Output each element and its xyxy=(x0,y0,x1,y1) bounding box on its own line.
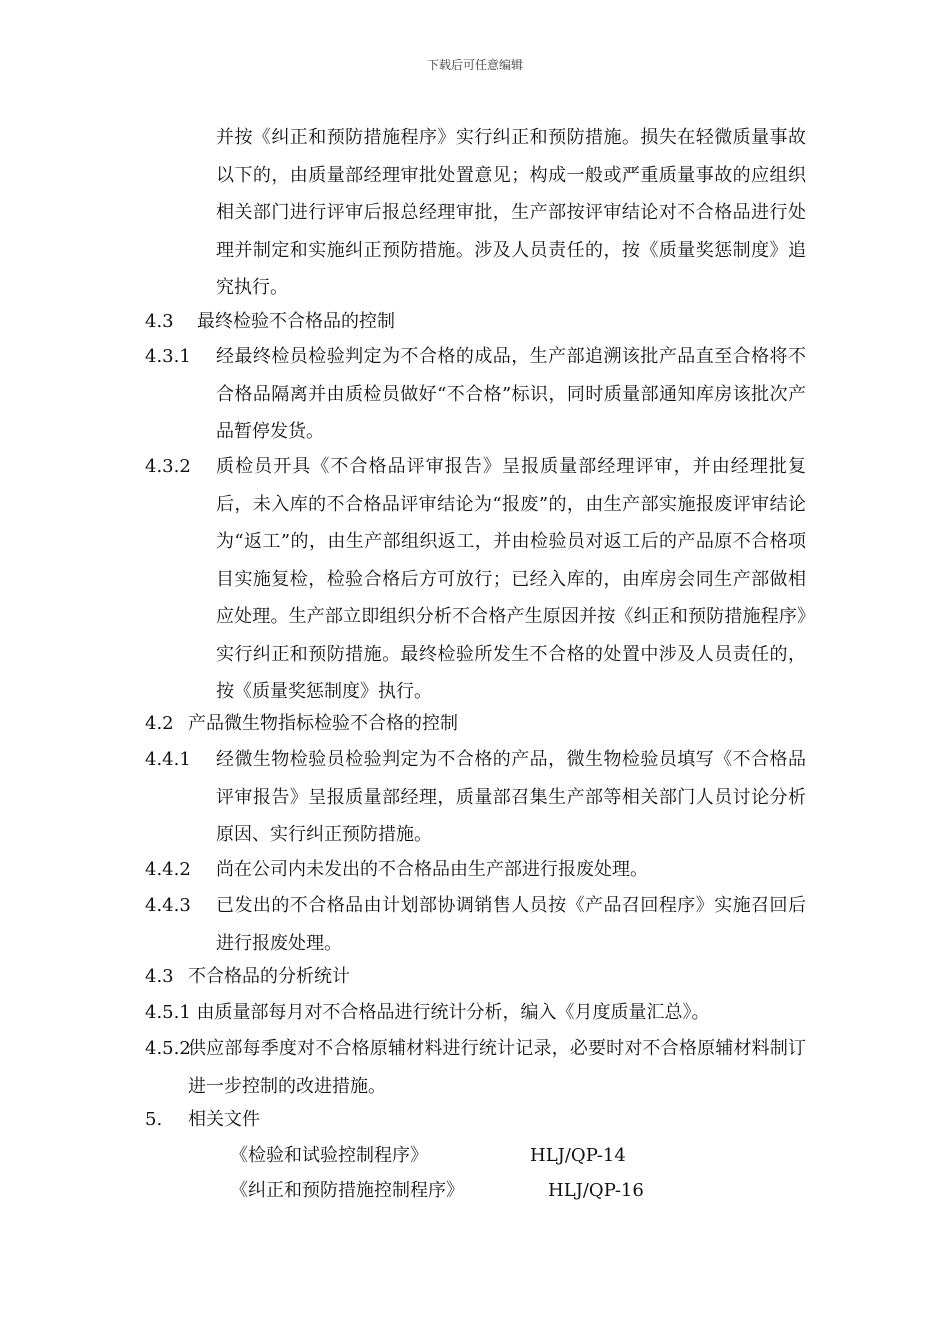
section-4-3-1-number: 4.3.1 xyxy=(145,346,191,367)
continuation-paragraph: 并按《纠正和预防措施程序》实行纠正和预防措施。损失在轻微质量事故以下的，由质量部经理审批处置意见；构成一般或严重质量事故的应组织相关部门进行评审后报总经理审批，生产部按评审结论对不合格品进行处理并制定和实施纠正预防措施。涉及人员责任的，按《质量奖惩制度》追究执行。 xyxy=(216,127,806,298)
section-4-4-2-number: 4.4.2 xyxy=(145,859,191,880)
section-4-3-1-text: 经最终检员检验判定为不合格的成品，生产部追溯该批产品直至合格将不合格品隔离并由质检员做好“不合格”标识，同时质量部通知库房该批次产品暂停发货。 xyxy=(216,346,806,442)
section-4-4-2-text: 尚在公司内未发出的不合格品由生产部进行报废处理。 xyxy=(216,859,648,880)
section-4-2-title: 产品微生物指标检验不合格的控制 xyxy=(188,713,458,734)
section-4-4-3-number: 4.4.3 xyxy=(145,895,191,916)
reference-code: HLJ/QP-14 xyxy=(530,1145,626,1166)
section-4-3-title: 最终检验不合格品的控制 xyxy=(197,311,395,332)
section-4-4-1-number: 4.4.1 xyxy=(145,749,191,770)
reference-title: 《纠正和预防措施控制程序》 xyxy=(230,1180,464,1201)
section-4-2-number: 4.2 xyxy=(145,713,174,734)
page-header: 下载后可任意编辑 xyxy=(426,58,523,72)
section-5-title: 相关文件 xyxy=(188,1109,260,1130)
section-4-5-2-number: 4.5.2 xyxy=(145,1038,191,1059)
section-4-5-1-text: 4.5.1 由质量部每月对不合格品进行统计分析，编入《月度质量汇总》。 xyxy=(145,1002,710,1023)
section-4-4-1-text: 经微生物检验员检验判定为不合格的产品，微生物检验员填写《不合格品评审报告》呈报质量部经理，质量部召集生产部等相关部门人员讨论分析原因、实行纠正预防措施。 xyxy=(216,749,806,845)
section-4-3-2-number: 4.3.2 xyxy=(145,456,191,477)
section-4-3b-number: 4.3 xyxy=(145,966,174,987)
section-4-5-2-text: 供应部每季度对不合格原辅材料进行统计记录，必要时对不合格原辅材料制订进一步控制的改进措施。 xyxy=(188,1038,806,1097)
section-4-3b-title: 不合格品的分析统计 xyxy=(188,966,350,987)
section-4-4-3-text: 已发出的不合格品由计划部协调销售人员按《产品召回程序》实施召回后进行报废处理。 xyxy=(216,895,806,954)
reference-title: 《检验和试验控制程序》 xyxy=(230,1145,428,1166)
reference-code: HLJ/QP-16 xyxy=(548,1180,644,1201)
section-5-number: 5. xyxy=(145,1109,163,1130)
section-4-3-number: 4.3 xyxy=(145,311,174,332)
section-4-3-2-text: 质检员开具《不合格品评审报告》呈报质量部经理评审，并由经理批复后，未入库的不合格品评审结论为“报废”的，由生产部实施报废评审结论为“返工”的，由生产部组织返工，并由检验员对返工后的产品原不合格项目实施复检，检验合格后方可放行；已经入库的，由库房会同生产部做相应处理。生产部立即组织分析不合格产生原因并按《纠正和预防措施程序》实行纠正和预防措施。最终检验所发生不合格的处置中涉及人员责任的，按《质量奖惩制度》执行。 xyxy=(216,456,806,702)
